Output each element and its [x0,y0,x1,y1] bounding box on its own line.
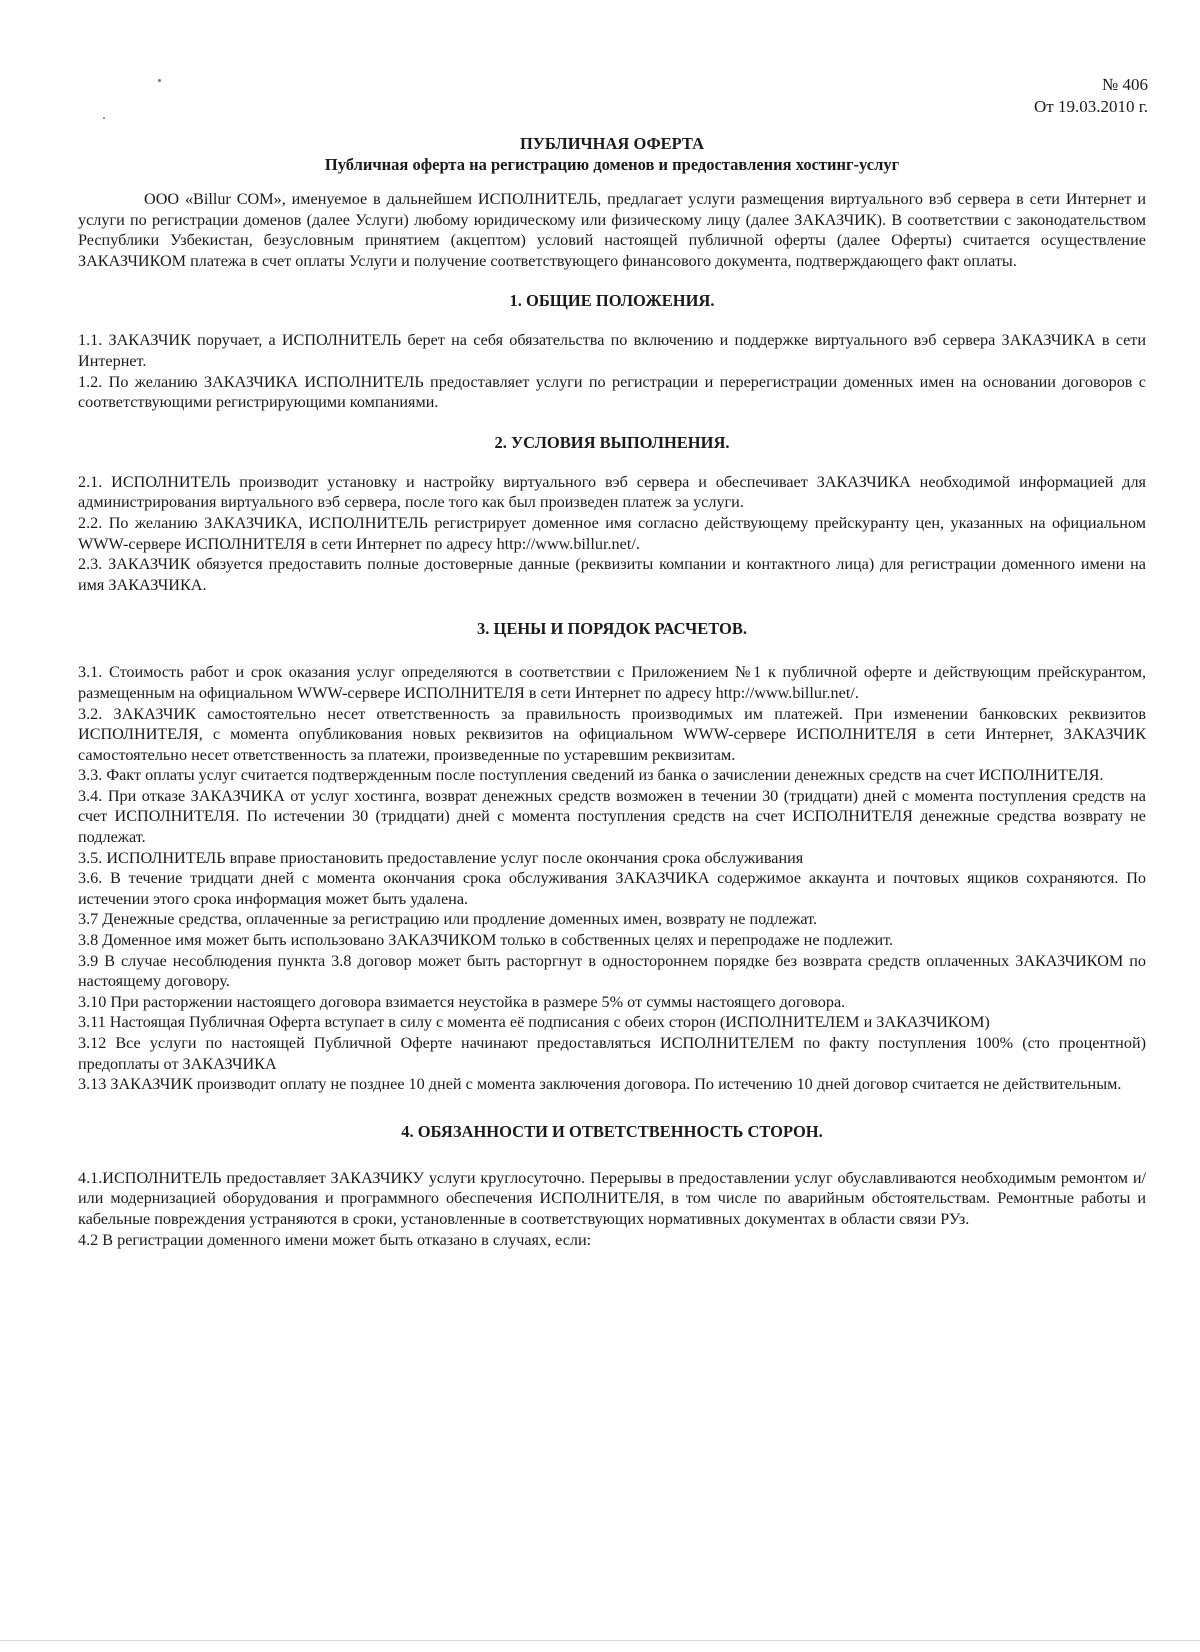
section-prices [78,618,1146,1094]
clause-4-2: 4.2 В регистрации доменного имени может быть отказано в случаях, если: [78,1230,592,1249]
clause-3-3: 3.3. Факт оплаты услуг считается подтвержденным после поступления сведений из банка о зачислении денежных средств на счет ИСПОЛНИТЕЛЯ. [78,766,1104,785]
clause-3-10: 3.10 При расторжении настоящего договора взимается неустойка в размере 5% от суммы настоящего договора. [78,992,846,1011]
clause-2-3: 2.3. ЗАКАЗЧИК обязуется предоставить полные достоверные данные (реквизиты компании и контактного лица) для регистрации доменного имени на имя ЗАКАЗЧИКА. [78,555,1146,594]
section-heading: 4. ОБЯЗАННОСТИ И ОТВЕТСТВЕННОСТЬ СТОРОН. [401,1121,823,1141]
section-obligations [78,1121,1146,1250]
section-heading: 3. ЦЕНЫ И ПОРЯДОК РАСЧЕТОВ. [476,619,747,639]
clause-2-1: 2.1. ИСПОЛНИТЕЛЬ производит установку и настройку виртуального вэб сервера и обеспечивает ЗАКАЗЧИКА необходимой информацией для администрирования виртуального вэб сервера, после того как был произведен платеж за услуги. [78,472,1146,512]
clause-3-5: 3.5. ИСПОЛНИТЕЛЬ вправе приостановить предоставление услуг после окончания срока обслуживания [78,848,804,867]
clause-4-1: 4.1.ИСПОЛНИТЕЛЬ предоставляет ЗАКАЗЧИКУ услуги круглосуточно. Перерывы в предоставлении услуг обуславливаются необходимым ремонтом и/или модернизацией оборудования и программного обеспечения ИСПОЛНИТЕЛЯ, в том числе по аварийным обстоятельствам. Ремонтные работы и кабельные повреждения устраняются в сроки, установленные в соответствующих нормативных документах в области связи РУз. [78,1168,1146,1228]
document-subtitle: Публичная оферта на регистрацию доменов и предоставления хостинг-услуг [324,155,900,174]
section-conditions [78,432,1146,596]
clause-3-8: 3.8 Доменное имя может быть использовано ЗАКАЗЧИКОМ только в собственных целях и перепродаже не подлежит. [78,931,894,950]
document-body [78,133,1146,1250]
clause-1-1: 1.1. ЗАКАЗЧИК поручает, а ИСПОЛНИТЕЛЬ берет на себя обязательства по включению и поддержке виртуального вэб сервера ЗАКАЗЧИКА в сети Интернет. [78,331,1146,370]
clause-3-6: 3.6. В течение тридцати дней с момента окончания срока обслуживания ЗАКАЗЧИКА содержимое аккаунта и почтовых ящиков сохраняются. По истечении этого срока информация может быть удалена. [78,869,1146,908]
clause-3-13: 3.13 ЗАКАЗЧИК производит оплату не позднее 10 дней с момента заключения договора. По истечению 10 дней договор считается не действительным. [78,1075,1122,1094]
scan-edge-line [0,1640,1200,1641]
clause-2-2: 2.2. По желанию ЗАКАЗЧИКА, ИСПОЛНИТЕЛЬ регистрирует доменное имя согласно действующему прейскуранту цен, указанных на официальном WWW-сервере ИСПОЛНИТЕЛЯ в сети Интернет по адресу http://www.billur.net/. [78,513,1146,553]
clause-1-2: 1.2. По желанию ЗАКАЗЧИКА ИСПОЛНИТЕЛЬ предоставляет услуги по регистрации и перерегистрации доменных имен на основании договоров с соответствующими регистрирующими компаниями. [78,372,1146,412]
clause-3-4: 3.4. При отказе ЗАКАЗЧИКА от услуг хостинга, возврат денежных средств возможен в течении 30 (тридцати) дней с момента поступления средств на счет ИСПОЛНИТЕЛЯ. По истечении 30 (тридцати) дней с момента поступления средств на счет ИСПОЛНИТЕЛЯ денежные средства возврату не подлежат. [78,786,1146,847]
intro-paragraph: ООО «Billur COM», именуемое в дальнейшем ИСПОЛНИТЕЛЬ, предлагает услуги размещения виртуального вэб сервера в сети Интернет и услуги по регистрации доменов (далее Услуги) любому юридическому или физическому лицу (далее ЗАКАЗЧИК). В соответствии с законодательством Республики Узбекистан, безусловным принятием (акцептом) условий настоящей публичной оферты (далее Оферты) считается осуществление ЗАКАЗЧИКОМ платежа в счет оплаты Услуги и получение соответствующего финансового документа, подтверждающего факт оплаты. [78,190,1146,270]
document-date: От 19.03.2010 г. [1033,97,1148,116]
clause-3-11: 3.11 Настоящая Публичная Оферта вступает в силу с момента её подписания с обеих сторон (ИСПОЛНИТЕЛЕМ и ЗАКАЗЧИКОМ) [78,1013,990,1032]
section-general [78,290,1146,412]
clause-3-7: 3.7 Денежные средства, оплаченные за регистрацию или продление доменных имен, возврату не подлежат. [78,910,818,929]
document-number: № 406 [1102,75,1148,94]
scan-speck [158,79,161,82]
section-heading: 1. ОБЩИЕ ПОЛОЖЕНИЯ. [509,291,715,311]
clause-3-2: 3.2. ЗАКАЗЧИК самостоятельно несет ответственность за правильность производимых им платежей. При изменении банковских реквизитов ИСПОЛНИТЕЛЯ, с момента опубликования новых реквизитов на официальном WWW-сервере ИСПОЛНИТЕЛЯ в сети Интернет, ЗАКАЗЧИК самостоятельно несет ответственность за платежи, произведенные по устаревшим реквизитам. [78,704,1146,764]
scan-speck [103,117,105,119]
clause-3-9: 3.9 В случае несоблюдения пункта 3.8 договор может быть расторгнут в одностороннем порядке без возврата средств оплаченных ЗАКАЗЧИКОМ по настоящему договору. [78,951,1146,991]
clause-3-1: 3.1. Стоимость работ и срок оказания услуг определяются в соответствии с Приложением №1 к публичной оферте и действующим прейскурантом, размещенным на официальном WWW-сервере ИСПОЛНИТЕЛЯ в сети Интернет по адресу http://www.billur.net/. [78,663,1146,702]
document-number-block [1034,74,1148,118]
section-heading: 2. УСЛОВИЯ ВЫПОЛНЕНИЯ. [494,432,730,452]
clause-3-12: 3.12 Все услуги по настоящей Публичной Оферте начинают предоставляться ИСПОЛНИТЕЛЕМ по факту поступления 100% (сто процентной) предоплаты от ЗАКАЗЧИКА [78,1034,1146,1073]
document-title: ПУБЛИЧНАЯ ОФЕРТА [519,134,705,153]
